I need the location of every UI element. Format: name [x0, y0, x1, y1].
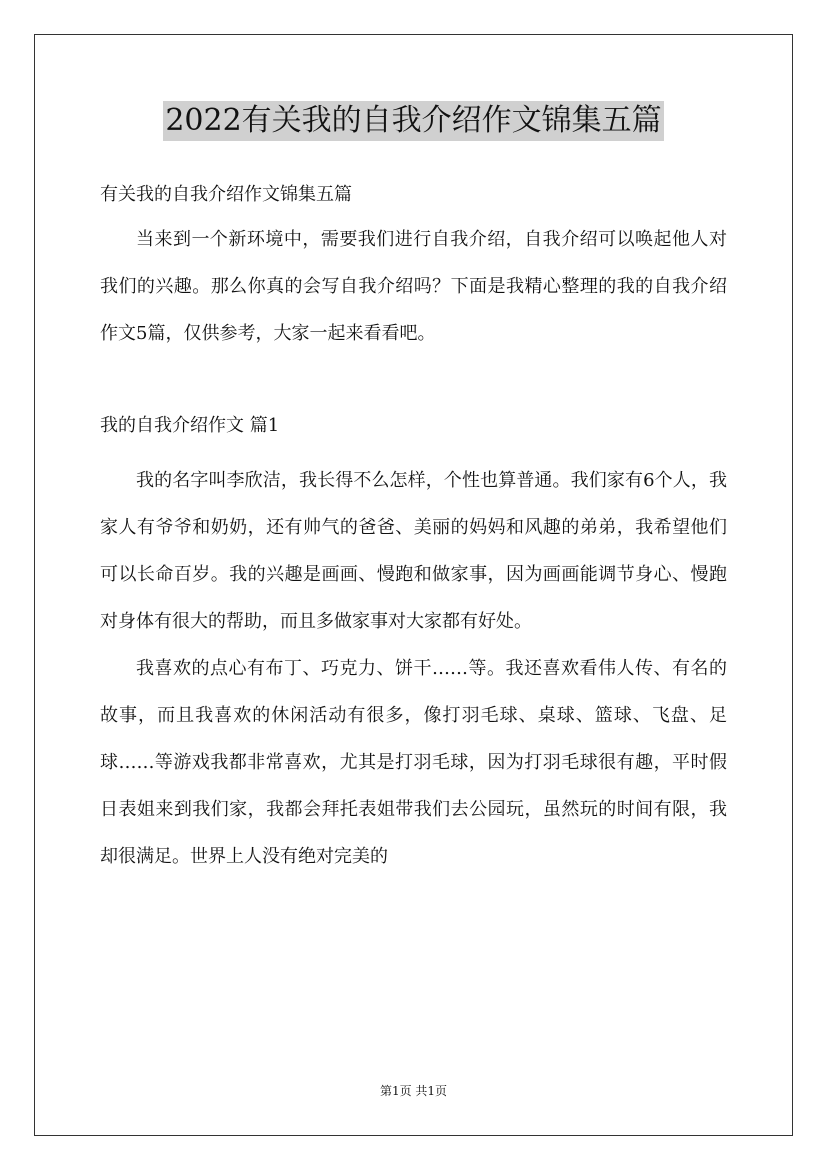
document-body: [100, 176, 727, 880]
section-heading: 我的自我介绍作文 篇1: [100, 415, 280, 436]
body-paragraph-1: 我的名字叫李欣洁，我长得不么怎样，个性也算普通。我们家有6个人，我家人有爷爷和奶奶，还有帅气的爸爸、美丽的妈妈和风趣的弟弟，我希望他们可以长命百岁。我的兴趣是画画、慢跑和做家事，因为画画能调节身心、慢跑对身体有很大的帮助，而且多做家事对大家都有好处。: [100, 470, 727, 632]
document-subtitle: 有关我的自我介绍作文锦集五篇: [100, 184, 352, 205]
document-title: 2022有关我的自我介绍作文锦集五篇: [163, 101, 663, 141]
document-title-wrapper: [0, 100, 827, 141]
intro-paragraph: 当来到一个新环境中，需要我们进行自我介绍，自我介绍可以唤起他人对我们的兴趣。那么你真的会写自我介绍吗？下面是我精心整理的我的自我介绍作文5篇，仅供参考，大家一起来看看吧。: [100, 229, 727, 344]
body-paragraph-2: 我喜欢的点心有布丁、巧克力、饼干……等。我还喜欢看伟人传、有名的故事，而且我喜欢的休闲活动有很多，像打羽毛球、桌球、篮球、飞盘、足球……等游戏我都非常喜欢，尤其是打羽毛球，因为打羽毛球很有趣，平时假日表姐来到我们家，我都会拜托表姐带我们去公园玩，虽然玩的时间有限，我却很满足。世界上人没有绝对完美的: [100, 658, 727, 867]
page-footer: 第1页 共1页: [379, 1084, 448, 1098]
